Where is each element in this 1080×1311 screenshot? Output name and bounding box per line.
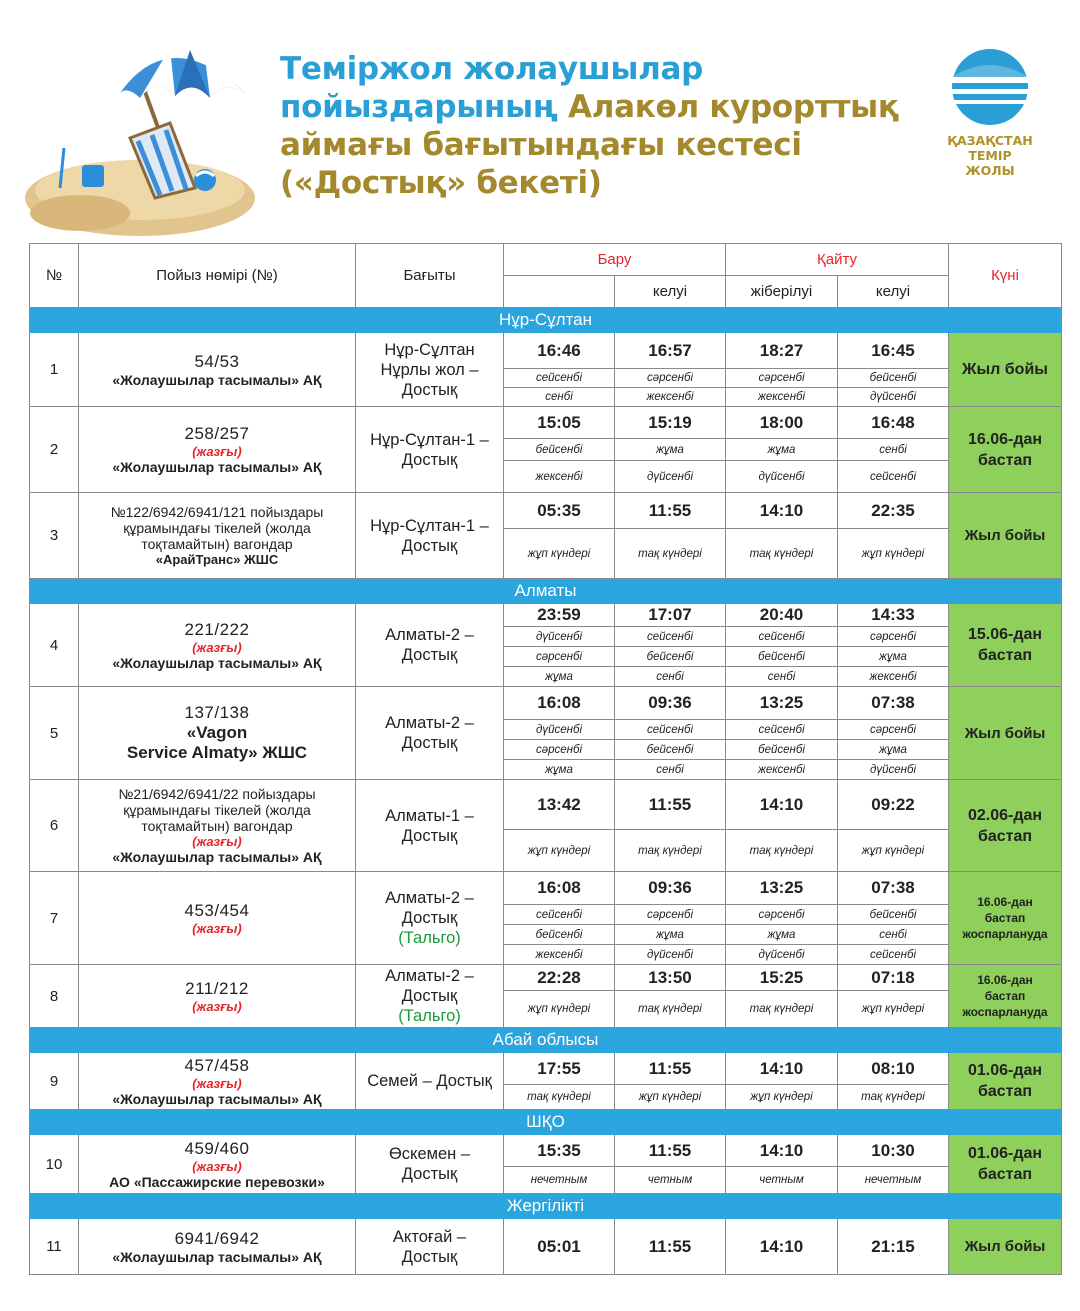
table-row — [30, 333, 1062, 369]
days-cell: Жыл бойы — [949, 1219, 1062, 1275]
weekday-cell: тақ күндері — [615, 529, 726, 579]
direction-line: Достық — [401, 909, 458, 927]
time-cell: 18:27 — [726, 333, 838, 369]
direction-cell — [356, 407, 504, 493]
weekday-cell: жұп күндері — [838, 529, 949, 579]
days-line: 16.06-дан — [977, 973, 1033, 987]
section-title: Алматы — [30, 579, 1062, 604]
weekday-cell: дүйсенбі — [726, 461, 838, 493]
summer-label: (жазғы) — [192, 1075, 242, 1091]
train-cell — [79, 965, 356, 1028]
days-line: 15.06-дан — [967, 626, 1043, 643]
days-cell: Жыл бойы — [949, 493, 1062, 579]
train-line: тоқтамайтын) вагондар — [141, 818, 293, 834]
time-cell: 11:55 — [615, 780, 726, 830]
row-number: 3 — [30, 493, 79, 579]
train-operator: «Жолаушылар тасымалы» АҚ — [112, 1248, 322, 1265]
train-operator: «Жолаушылар тасымалы» АҚ — [112, 459, 322, 475]
row-number: 1 — [30, 333, 79, 407]
time-cell: 11:55 — [615, 1135, 726, 1167]
time-cell: 09:36 — [615, 687, 726, 720]
weekday-cell: бейсенбі — [504, 439, 615, 461]
days-cell — [949, 1135, 1062, 1194]
weekday-cell: дүйсенбі — [615, 461, 726, 493]
direction-cell — [356, 965, 504, 1028]
row-number: 8 — [30, 965, 79, 1028]
weekday-cell: жұп күндері — [504, 529, 615, 579]
weekday-cell: сейсенбі — [504, 369, 615, 388]
summer-label: (жазғы) — [192, 444, 242, 459]
direction-cell — [356, 872, 504, 965]
weekday-cell: сәрсенбі — [615, 905, 726, 925]
weekday-cell: тақ күндері — [838, 1085, 949, 1110]
days-line: бастап — [984, 989, 1026, 1003]
weekday-cell: сейсенбі — [726, 627, 838, 647]
weekday-cell: бейсенбі — [726, 647, 838, 667]
beach-umbrella-illustration — [20, 38, 260, 238]
train-operator-line-2: Service Almaty» ЖШС — [126, 743, 308, 762]
train-cell — [79, 1219, 356, 1275]
time-cell: 13:42 — [504, 780, 615, 830]
weekday-cell: бейсенбі — [726, 740, 838, 760]
title-line-3: аймағы бағытындағы кестесі — [280, 127, 802, 163]
time-cell: 15:05 — [504, 407, 615, 439]
direction-cell — [356, 780, 504, 872]
train-line: №21/6942/6941/22 пойыздары — [118, 786, 316, 802]
train-operator: «Жолаушылар тасымалы» АҚ — [112, 849, 322, 865]
days-line: бастап — [977, 827, 1033, 845]
header-row — [30, 244, 1062, 276]
train-cell — [79, 333, 356, 407]
time-cell: 13:50 — [615, 965, 726, 991]
weekday-cell: жексенбі — [504, 945, 615, 965]
weekday-cell: сәрсенбі — [726, 369, 838, 388]
section-title: ШҚО — [30, 1110, 1062, 1135]
section-row — [30, 579, 1062, 604]
row-number: 5 — [30, 687, 79, 780]
time-cell: 14:10 — [726, 780, 838, 830]
time-cell: 14:10 — [726, 1053, 838, 1085]
weekday-cell: дүйсенбі — [615, 945, 726, 965]
days-line: бастап — [977, 647, 1033, 664]
direction-cell — [356, 1135, 504, 1194]
weekday-cell: жексенбі — [615, 388, 726, 407]
logo-text-line-3: ЖОЛЫ — [965, 163, 1015, 178]
direction-cell — [356, 333, 504, 407]
days-line: 01.06-дан — [967, 1062, 1043, 1079]
time-cell: 17:55 — [504, 1053, 615, 1085]
weekday-cell: жұп күндері — [838, 830, 949, 872]
logo-text — [935, 133, 1045, 178]
title-line-2a: пойыздарының — [280, 89, 569, 125]
train-number: 459/460 — [184, 1138, 250, 1158]
time-cell: 23:59 — [504, 604, 615, 627]
weekday-cell: жұма — [504, 667, 615, 687]
row-number: 2 — [30, 407, 79, 493]
time-cell: 16:08 — [504, 872, 615, 905]
weekday-cell: жұма — [838, 647, 949, 667]
days-line: бастап — [984, 911, 1026, 925]
days-cell: Жыл бойы — [949, 687, 1062, 780]
weekday-cell: тақ күндері — [615, 830, 726, 872]
col-header-num: № — [30, 244, 79, 308]
time-cell: 08:10 — [838, 1053, 949, 1085]
time-cell: 15:25 — [726, 965, 838, 991]
weekday-cell: бейсенбі — [504, 925, 615, 945]
train-operator-line-1: «Vagon — [186, 723, 248, 742]
days-line: 02.06-дан — [967, 806, 1043, 824]
section-row — [30, 1194, 1062, 1219]
weekday-cell: бейсенбі — [615, 647, 726, 667]
time-cell: 14:10 — [726, 1219, 838, 1275]
table-row — [30, 1219, 1062, 1275]
train-cell — [79, 1053, 356, 1110]
time-cell: 21:15 — [838, 1219, 949, 1275]
weekday-cell: тақ күндері — [615, 991, 726, 1028]
weekday-cell: жексенбі — [838, 667, 949, 687]
weekday-cell: бейсенбі — [838, 369, 949, 388]
time-cell: 16:48 — [838, 407, 949, 439]
weekday-cell: четным — [615, 1167, 726, 1194]
direction-line: Алматы-2 – — [385, 889, 474, 907]
direction-cell — [356, 604, 504, 687]
direction-line: Өскемен – — [388, 1145, 471, 1163]
section-row — [30, 1028, 1062, 1053]
train-operator: «Жолаушылар тасымалы» АҚ — [112, 1090, 322, 1107]
days-line: бастап — [977, 1083, 1033, 1100]
table-row — [30, 493, 1062, 529]
table-row — [30, 687, 1062, 720]
section-row — [30, 308, 1062, 333]
weekday-cell: дүйсенбі — [504, 627, 615, 647]
weekday-cell: бейсенбі — [838, 905, 949, 925]
time-cell: 14:33 — [838, 604, 949, 627]
train-cell — [79, 872, 356, 965]
direction-line: Достық — [401, 646, 458, 664]
days-cell — [949, 407, 1062, 493]
direction-line: Нұр-Сұлтан-1 – — [370, 430, 489, 449]
title-line-1: Теміржол жолаушылар — [280, 51, 704, 87]
weekday-cell: сенбі — [615, 760, 726, 780]
talgo-label: (Тальго) — [398, 1007, 461, 1025]
weekday-cell: сейсенбі — [838, 945, 949, 965]
time-cell: 05:01 — [504, 1219, 615, 1275]
weekday-cell: четным — [726, 1167, 838, 1194]
train-line: тоқтамайтын) вагондар — [141, 536, 293, 552]
time-cell: 10:30 — [838, 1135, 949, 1167]
time-cell: 13:25 — [726, 687, 838, 720]
train-operator: «Жолаушылар тасымалы» АҚ — [112, 371, 322, 388]
weekday-cell: дүйсенбі — [838, 388, 949, 407]
days-line: жоспарлануда — [962, 1005, 1048, 1019]
train-line: №122/6942/6941/121 пойыздары — [110, 504, 324, 520]
table-row — [30, 604, 1062, 627]
train-number: 137/138 — [184, 703, 250, 722]
train-number: 258/257 — [184, 424, 250, 443]
weekday-cell: дүйсенбі — [838, 760, 949, 780]
weekday-cell: жұма — [615, 925, 726, 945]
time-cell: 11:55 — [615, 1053, 726, 1085]
summer-label: (жазғы) — [192, 639, 242, 655]
ktz-logo — [935, 45, 1045, 190]
table-row — [30, 1053, 1062, 1085]
weekday-cell: жексенбі — [504, 461, 615, 493]
time-cell: 09:36 — [615, 872, 726, 905]
time-cell: 14:10 — [726, 1135, 838, 1167]
train-number: 6941/6942 — [174, 1228, 260, 1248]
weekday-cell: сәрсенбі — [838, 720, 949, 740]
direction-cell: Семей – Достық — [356, 1053, 504, 1110]
col-header-departure: жіберілуі — [726, 276, 838, 308]
train-cell — [79, 604, 356, 687]
train-cell — [79, 1135, 356, 1194]
time-cell: 11:55 — [615, 1219, 726, 1275]
train-number: 221/222 — [184, 619, 250, 639]
weekday-cell: нечетным — [838, 1167, 949, 1194]
train-number: 457/458 — [184, 1055, 250, 1075]
weekday-cell: тақ күндері — [504, 1085, 615, 1110]
col-header-train: Пойыз нөмірі (№) — [79, 244, 356, 308]
table-row — [30, 780, 1062, 830]
weekday-cell: тақ күндері — [726, 830, 838, 872]
weekday-cell: нечетным — [504, 1167, 615, 1194]
row-number: 7 — [30, 872, 79, 965]
time-cell: 15:19 — [615, 407, 726, 439]
days-cell — [949, 872, 1062, 965]
direction-line: Достық — [401, 987, 458, 1005]
schedule-table — [29, 243, 1062, 1275]
weekday-cell: жұма — [726, 925, 838, 945]
days-cell — [949, 1053, 1062, 1110]
weekday-cell: сенбі — [726, 667, 838, 687]
time-cell: 22:35 — [838, 493, 949, 529]
section-title: Жергілікті — [30, 1194, 1062, 1219]
time-cell: 16:45 — [838, 333, 949, 369]
talgo-label: (Тальго) — [398, 929, 461, 947]
weekday-cell: бейсенбі — [615, 740, 726, 760]
direction-cell — [356, 1219, 504, 1275]
table-row — [30, 872, 1062, 905]
train-cell — [79, 687, 356, 780]
summer-label: (жазғы) — [192, 1158, 242, 1174]
col-header-go-blank — [504, 276, 615, 308]
time-cell: 15:35 — [504, 1135, 615, 1167]
weekday-cell: жұма — [504, 760, 615, 780]
train-number: 211/212 — [185, 978, 249, 998]
time-cell: 16:46 — [504, 333, 615, 369]
direction-line: Алматы-2 – — [385, 967, 474, 985]
col-header-arrival-2: келуі — [838, 276, 949, 308]
weekday-cell: дүйсенбі — [726, 945, 838, 965]
title-line-4: («Достық» бекеті) — [280, 165, 602, 201]
direction-line: Алматы-1 – — [385, 806, 474, 825]
time-cell: 13:25 — [726, 872, 838, 905]
weekday-cell: жексенбі — [726, 760, 838, 780]
time-cell: 18:00 — [726, 407, 838, 439]
col-header-days: Күні — [949, 244, 1062, 308]
weekday-cell: жұп күндері — [726, 1085, 838, 1110]
table-row — [30, 1135, 1062, 1167]
weekday-cell: тақ күндері — [726, 991, 838, 1028]
weekday-cell: жұп күндері — [504, 830, 615, 872]
summer-label: (жазғы) — [192, 998, 242, 1014]
row-number: 6 — [30, 780, 79, 872]
direction-line: Алматы-2 – — [385, 714, 474, 732]
direction-line: Достық — [401, 734, 458, 752]
section-row — [30, 1110, 1062, 1135]
days-cell: Жыл бойы — [949, 333, 1062, 407]
train-line: құрамындағы тікелей (жолда — [123, 802, 311, 818]
weekday-cell: сәрсенбі — [615, 369, 726, 388]
row-number: 4 — [30, 604, 79, 687]
direction-line: Достық — [401, 1247, 458, 1266]
title-line-2b: Алакөл курорттық — [568, 89, 899, 125]
weekday-cell: жұп күндері — [615, 1085, 726, 1110]
time-cell: 20:40 — [726, 604, 838, 627]
weekday-cell: жұп күндері — [504, 991, 615, 1028]
col-header-return: Қайту — [726, 244, 949, 276]
direction-line: Достық — [401, 826, 458, 845]
logo-text-line-1: ҚАЗАҚСТАН — [947, 133, 1033, 148]
train-number: 54/53 — [194, 351, 240, 371]
time-cell: 07:18 — [838, 965, 949, 991]
logo-text-line-2: ТЕМІР — [968, 148, 1012, 163]
row-number: 11 — [30, 1219, 79, 1275]
time-cell: 07:38 — [838, 687, 949, 720]
row-number: 9 — [30, 1053, 79, 1110]
direction-line: Алматы-2 – — [385, 626, 474, 644]
train-number: 453/454 — [184, 900, 250, 920]
direction-line: Достық — [401, 380, 458, 399]
train-cell — [79, 493, 356, 579]
direction-cell — [356, 493, 504, 579]
table-row — [30, 407, 1062, 439]
days-cell — [949, 780, 1062, 872]
row-number: 10 — [30, 1135, 79, 1194]
days-line: бастап — [977, 1166, 1033, 1183]
weekday-cell: сәрсенбі — [838, 627, 949, 647]
direction-line: Нұр-Сұлтан-1 – — [370, 516, 489, 535]
days-line: бастап — [977, 451, 1033, 469]
direction-cell — [356, 687, 504, 780]
col-header-arrival: келуі — [615, 276, 726, 308]
time-cell: 07:38 — [838, 872, 949, 905]
weekday-cell: сенбі — [838, 925, 949, 945]
direction-line: Достық — [401, 1165, 458, 1183]
days-line: 16.06-дан — [977, 895, 1033, 909]
table-row — [30, 965, 1062, 991]
time-cell: 16:08 — [504, 687, 615, 720]
days-line: 16.06-дан — [967, 430, 1043, 448]
days-cell — [949, 604, 1062, 687]
summer-label: (жазғы) — [192, 920, 242, 936]
weekday-cell: сәрсенбі — [726, 905, 838, 925]
weekday-cell: дүйсенбі — [504, 720, 615, 740]
weekday-cell: сенбі — [615, 667, 726, 687]
weekday-cell: жұп күндері — [838, 991, 949, 1028]
days-line: жоспарлануда — [962, 927, 1048, 941]
weekday-cell: сейсенбі — [615, 720, 726, 740]
weekday-cell: сейсенбі — [615, 627, 726, 647]
section-title: Нұр-Сұлтан — [30, 308, 1062, 333]
days-line: 01.06-дан — [967, 1145, 1043, 1162]
weekday-cell: тақ күндері — [726, 529, 838, 579]
train-operator: АО «Пассажирские перевозки» — [109, 1173, 325, 1190]
direction-line: Нұр-Сұлтан — [384, 340, 475, 359]
weekday-cell: сейсенбі — [838, 461, 949, 493]
time-cell: 09:22 — [838, 780, 949, 830]
weekday-cell: сейсенбі — [726, 720, 838, 740]
direction-line: Нұрлы жол – — [380, 360, 479, 379]
direction-line: Актоғай – — [392, 1227, 467, 1246]
train-cell — [79, 780, 356, 872]
direction-line: Достық — [401, 536, 458, 555]
weekday-cell: жұма — [726, 439, 838, 461]
summer-label: (жазғы) — [192, 834, 242, 849]
train-operator: «Жолаушылар тасымалы» АҚ — [112, 654, 322, 671]
weekday-cell: сенбі — [504, 388, 615, 407]
weekday-cell: сәрсенбі — [504, 647, 615, 667]
days-cell — [949, 965, 1062, 1028]
weekday-cell: сенбі — [838, 439, 949, 461]
time-cell: 05:35 — [504, 493, 615, 529]
direction-line: Достық — [401, 450, 458, 469]
train-line: құрамындағы тікелей (жолда — [123, 520, 311, 536]
time-cell: 11:55 — [615, 493, 726, 529]
time-cell: 17:07 — [615, 604, 726, 627]
col-header-direction: Бағыты — [356, 244, 504, 308]
weekday-cell: сейсенбі — [504, 905, 615, 925]
train-operator: «АрайТранс» ЖШС — [155, 552, 279, 567]
header — [0, 0, 1080, 230]
time-cell: 16:57 — [615, 333, 726, 369]
weekday-cell: сәрсенбі — [504, 740, 615, 760]
weekday-cell: жексенбі — [726, 388, 838, 407]
ktz-logo-icon — [935, 45, 1045, 135]
weekday-cell: жұма — [615, 439, 726, 461]
time-cell: 14:10 — [726, 493, 838, 529]
time-cell: 22:28 — [504, 965, 615, 991]
section-title: Абай облысы — [30, 1028, 1062, 1053]
col-header-go: Бару — [504, 244, 726, 276]
train-cell — [79, 407, 356, 493]
page-title — [280, 50, 900, 202]
weekday-cell: жұма — [838, 740, 949, 760]
